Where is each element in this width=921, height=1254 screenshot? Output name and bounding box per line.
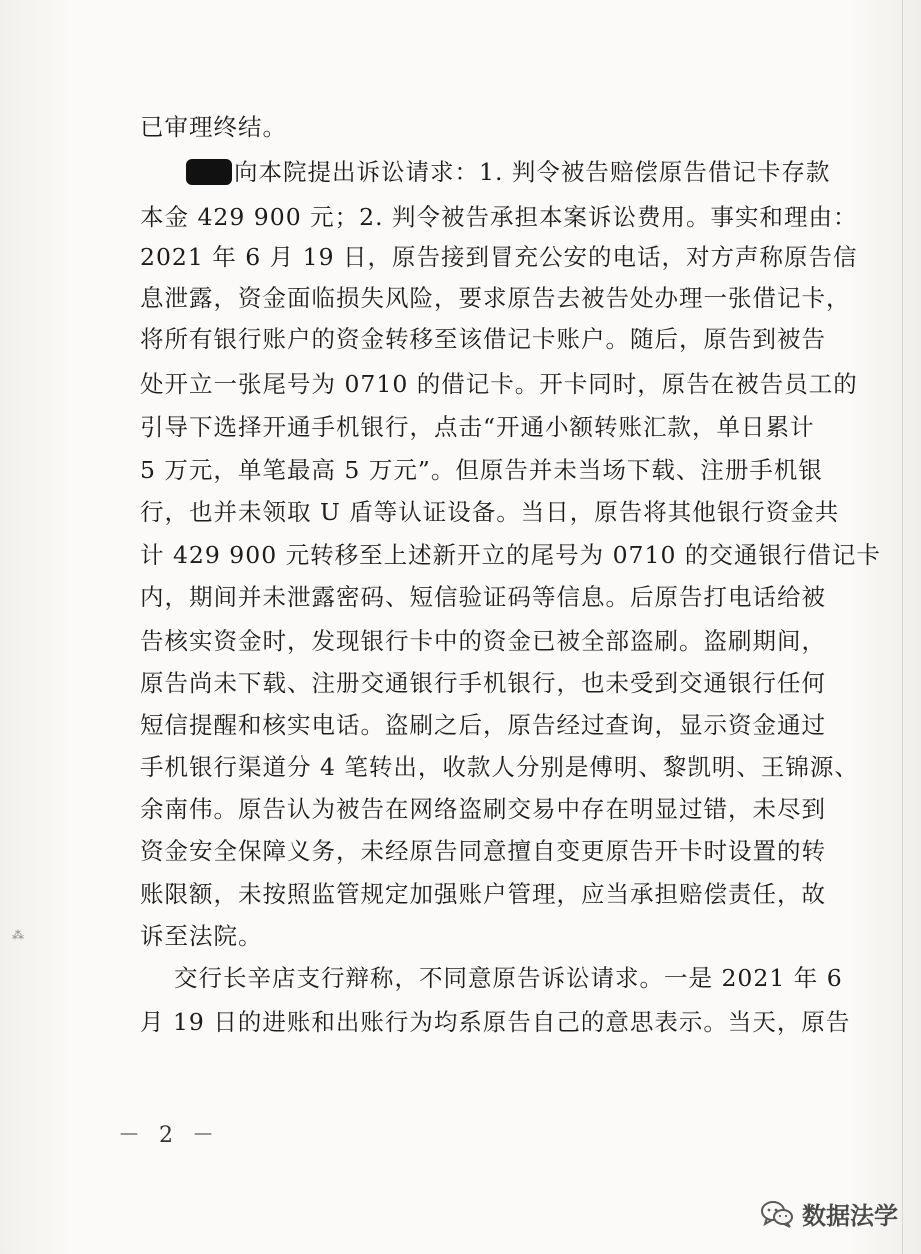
text-line: 告核实资金时，发现银行卡中的资金已被全部盗刷。盗刷期间，	[140, 627, 826, 655]
text-line: 短信提醒和核实电话。盗刷之后，原告经过查询，显示资金通过	[140, 711, 826, 739]
text-line: 月 19 日的进账和出账行为均系原告自己的意思表示。当天，原告	[140, 1008, 851, 1036]
text-line: 处开立一张尾号为 0710 的借记卡。开卡同时，原告在被告员工的	[140, 370, 858, 398]
text-line: 2021 年 6 月 19 日，原告接到冒充公安的电话，对方声称原告信	[140, 243, 858, 271]
text-line: 向本院提出诉讼请求：1. 判令被告赔偿原告借记卡存款	[234, 158, 831, 186]
text-line: 计 429 900 元转移至上述新开立的尾号为 0710 的交通银行借记卡	[140, 541, 881, 569]
text-line: 交行长辛店支行辩称，不同意原告诉讼请求。一是 2021 年 6	[174, 964, 843, 992]
text-line: 5 万元，单笔最高 5 万元”。但原告并未当场下载、注册手机银	[140, 456, 823, 484]
scan-speck: ⁂	[12, 928, 24, 942]
page-edge-shadow	[902, 0, 903, 1254]
source-watermark	[760, 1196, 898, 1231]
text-line: 行，也并未领取 U 盾等认证设备。当日，原告将其他银行资金共	[140, 498, 840, 526]
text-line: 将所有银行账户的资金转移至该借记卡账户。随后，原告到被告	[140, 325, 826, 353]
page-number: － 2 －	[118, 1123, 220, 1148]
text-line: 内，期间并未泄露密码、短信验证码等信息。后原告打电话给被	[140, 583, 826, 611]
text-line-with-redaction	[186, 157, 830, 187]
redacted-name	[186, 159, 232, 185]
wechat-chat-icon	[760, 1199, 794, 1229]
text-line: 资金安全保障义务，未经原告同意擅自变更原告开卡时设置的转	[140, 837, 826, 865]
text-line: 账限额，未按照监管规定加强账户管理，应当承担赔偿责任，故	[140, 880, 826, 908]
text-line: 原告尚未下载、注册交通银行手机银行，也未受到交通银行任何	[140, 669, 826, 697]
text-line: 手机银行渠道分 4 笔转出，收款人分别是傅明、黎凯明、王锦源、	[140, 753, 859, 781]
text-line: 息泄露，资金面临损失风险，要求原告去被告处办理一张借记卡，	[140, 284, 851, 312]
text-line: 诉至法院。	[140, 922, 263, 950]
text-line: 已审理终结。	[140, 113, 287, 141]
text-line: 余南伟。原告认为被告在网络盗刷交易中存在明显过错，未尽到	[140, 795, 826, 823]
text-line: 引导下选择开通手机银行，点击“开通小额转账汇款，单日累计	[140, 413, 815, 441]
text-line: 本金 429 900 元；2. 判令被告承担本案诉讼费用。事实和理由：	[140, 203, 858, 231]
watermark-text: 数据法学	[802, 1202, 898, 1230]
